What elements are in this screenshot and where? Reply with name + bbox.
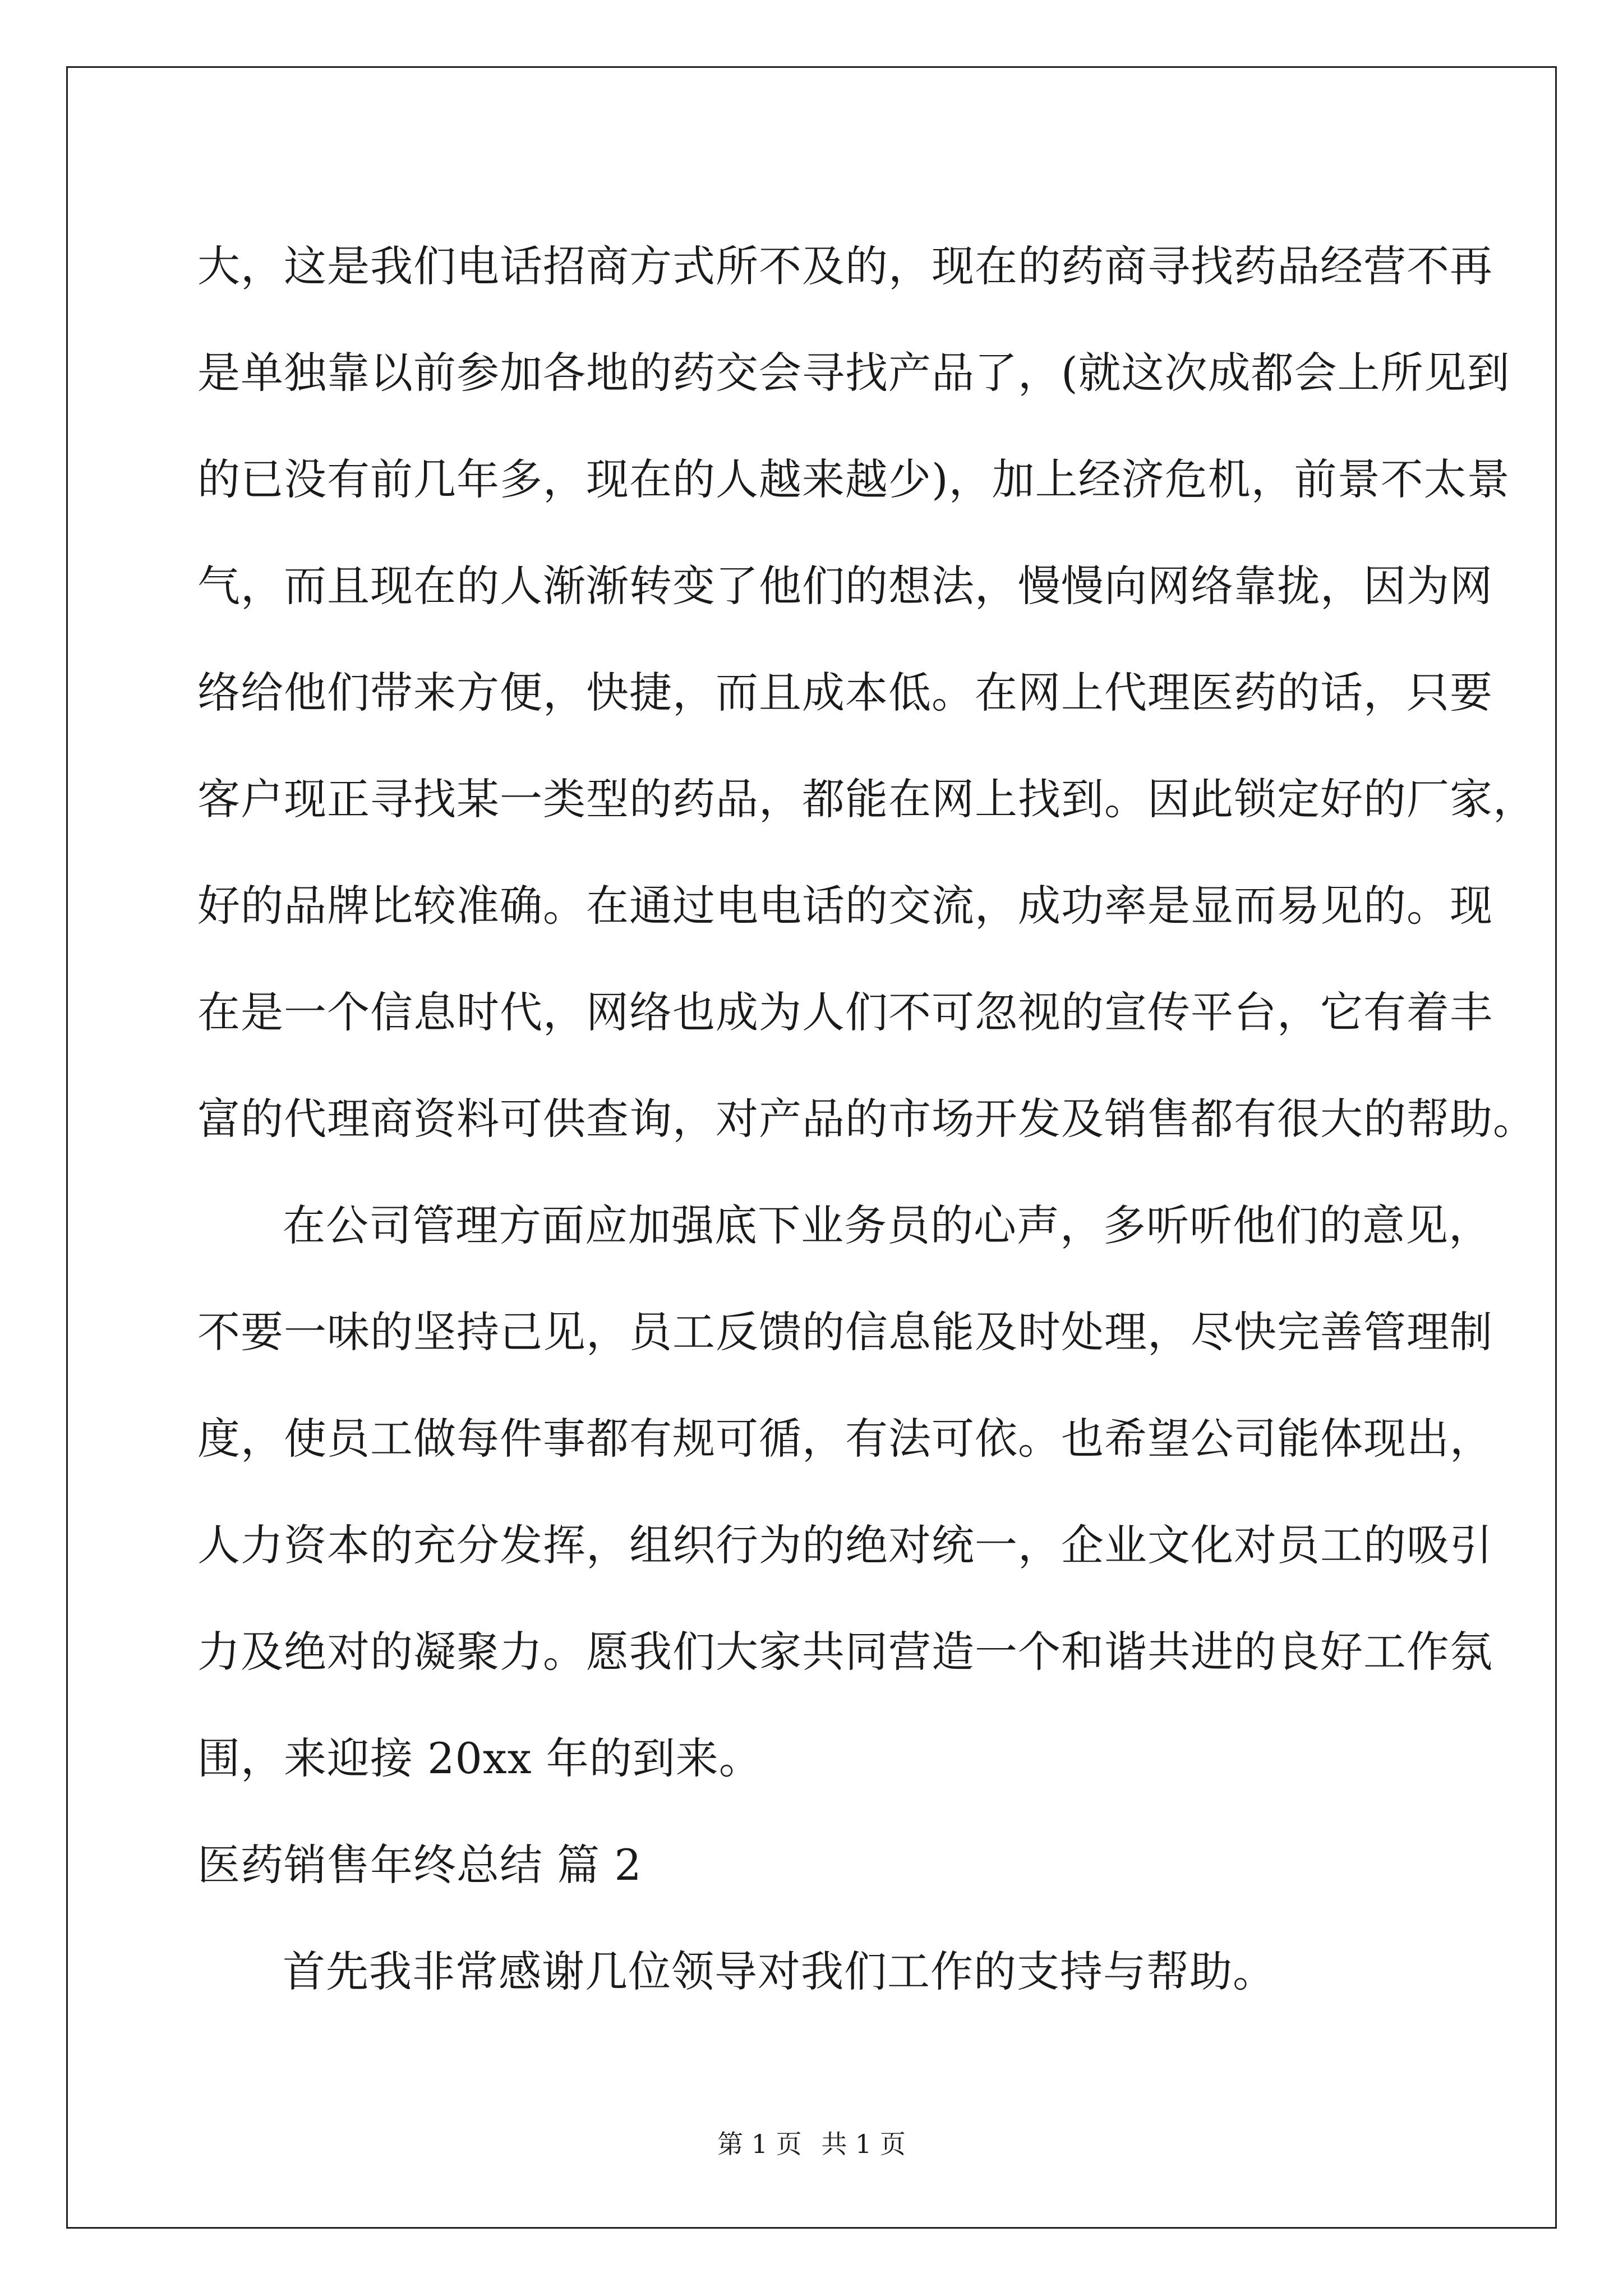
paragraph-line: 首先我非常感谢几位领导对我们工作的支持与帮助。 xyxy=(283,1947,1276,1996)
paragraph-line: 气，而且现在的人渐渐转变了他们的想法，慢慢向网络靠拢，因为网 xyxy=(197,561,1493,611)
paragraph-line: 是单独靠以前参加各地的药交会寻找产品了，(就这次成都会上所见到 xyxy=(197,348,1510,398)
paragraph-line: 富的代理商资料可供查询，对产品的市场开发及销售都有很大的帮助。 xyxy=(197,1094,1536,1144)
paragraph-line: 人力资本的充分发挥，组织行为的绝对统一，企业文化对员工的吸引 xyxy=(197,1520,1493,1570)
paragraph-line: 在是一个信息时代，网络也成为人们不可忽视的宣传平台，它有着丰 xyxy=(197,987,1493,1037)
section-heading: 医药销售年终总结 篇 2 xyxy=(197,1840,642,1890)
paragraph-line: 力及绝对的凝聚力。愿我们大家共同营造一个和谐共进的良好工作氛 xyxy=(197,1627,1493,1677)
paragraph-line: 络给他们带来方便，快捷，而且成本低。在网上代理医药的话，只要 xyxy=(197,668,1493,717)
paragraph-line: 大，这是我们电话招商方式所不及的，现在的药商寻找药品经营不再 xyxy=(197,241,1493,291)
paragraph-line: 不要一味的坚持己见，员工反馈的信息能及时处理，尽快完善管理制 xyxy=(197,1307,1493,1357)
paragraph-line: 围，来迎接 20xx 年的到来。 xyxy=(197,1733,762,1783)
paragraph-line: 的已没有前几年多，现在的人越来越少)，加上经济危机，前景不太景 xyxy=(197,454,1510,504)
page-number-current: 第 1 页 xyxy=(717,2129,802,2159)
document-body xyxy=(197,213,1536,2025)
paragraph-line: 度，使员工做每件事都有规可循，有法可依。也希望公司能体现出， xyxy=(197,1414,1493,1464)
paragraph-line: 客户现正寻找某一类型的药品，都能在网上找到。因此锁定好的厂家， xyxy=(197,774,1536,824)
paragraph-line: 好的品牌比较准确。在通过电电话的交流，成功率是显而易见的。现 xyxy=(197,881,1493,931)
page-footer xyxy=(0,2127,1623,2161)
paragraph-line: 在公司管理方面应加强底下业务员的心声，多听听他们的意见， xyxy=(283,1200,1492,1250)
page-number-total: 共 1 页 xyxy=(821,2129,906,2159)
